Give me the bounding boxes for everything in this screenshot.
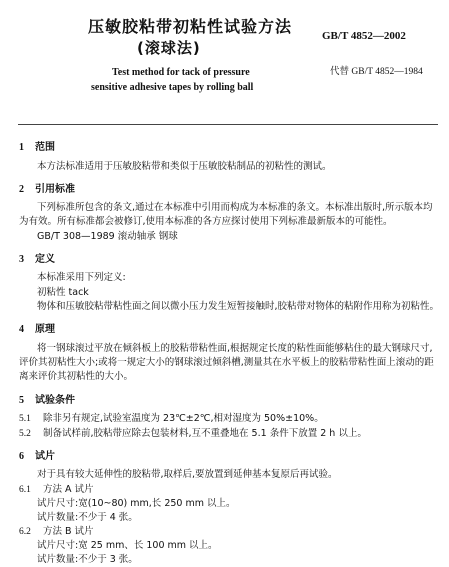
section-number: 6 bbox=[19, 451, 24, 462]
document-subtitle: (滚球法) bbox=[137, 39, 201, 57]
section-heading-scope bbox=[19, 138, 55, 153]
paragraph: 为有效。所有标准都会被修订,使用本标准的各方应探讨使用下列标准最新版本的可能性。 bbox=[19, 216, 393, 227]
paragraph: 对于具有较大延伸性的胶粘带,取样后,要放置到延伸基本复原后再试验。 bbox=[37, 469, 338, 480]
section-number: 1 bbox=[19, 142, 24, 153]
clause-number: 5.1 bbox=[19, 414, 31, 424]
reference-entry: GB/T 308—1989 滚动轴承 钢球 bbox=[37, 231, 178, 242]
paragraph: 下列标准所包含的条文,通过在本标准中引用而构成为本标准的条文。本标准出版时,所示版本均 bbox=[37, 202, 433, 213]
english-title-line1: Test method for tack of pressure bbox=[112, 67, 250, 78]
term: 初粘性 tack bbox=[37, 287, 89, 298]
section-title: 引用标准 bbox=[35, 184, 75, 195]
clause-6-1 bbox=[19, 481, 94, 495]
section-heading-test-conditions bbox=[19, 391, 75, 406]
document-title: 压敏胶粘带初粘性试验方法 bbox=[88, 17, 293, 36]
english-title-line2: sensitive adhesive tapes by rolling ball bbox=[91, 82, 254, 93]
section-number: 2 bbox=[19, 184, 24, 195]
clause-text: 除非另有规定,试验室温度为 23℃±2℃,相对湿度为 50%±10%。 bbox=[43, 413, 324, 424]
clause-number: 6.1 bbox=[19, 485, 31, 495]
clause-5-2 bbox=[19, 425, 367, 439]
paragraph: 本方法标准适用于压敏胶粘带和类似于压敏胶粘制品的初粘性的测试。 bbox=[37, 161, 332, 172]
header-divider bbox=[18, 124, 438, 125]
section-title: 试验条件 bbox=[35, 395, 75, 406]
section-number: 5 bbox=[19, 395, 24, 406]
clause-6-2 bbox=[19, 523, 94, 537]
test-piece-size-a: 试片尺寸:宽(10~80) mm,长 250 mm 以上。 bbox=[37, 498, 236, 509]
section-title: 试片 bbox=[35, 451, 55, 462]
paragraph: 评价其初粘性大小;或将一规定大小的钢球滚过倾斜槽,测量其在水平板上的胶粘带粘性面上滚动的距 bbox=[19, 357, 434, 368]
test-piece-size-b: 试片尺寸:宽 25 mm、长 100 mm 以上。 bbox=[37, 540, 218, 551]
paragraph: 本标准采用下列定义: bbox=[37, 272, 126, 283]
clause-text: 制备试样前,胶粘带应除去包装材料,互不重叠地在 5.1 条件下放置 2 h 以上。 bbox=[43, 428, 367, 439]
paragraph: 离来评价其初粘性的大小。 bbox=[19, 371, 134, 382]
standard-number: GB/T 4852—2002 bbox=[322, 30, 406, 42]
replaces-standard: 代替 GB/T 4852—1984 bbox=[330, 67, 423, 77]
section-number: 3 bbox=[19, 254, 24, 265]
definition: 物体和压敏胶粘带粘性面之间以微小压力发生短暂接触时,胶粘带对物体的粘附作用称为初粘性。 bbox=[37, 301, 440, 312]
section-heading-test-pieces bbox=[19, 447, 55, 462]
clause-number: 6.2 bbox=[19, 527, 31, 537]
paragraph: 将一钢球滚过平放在倾斜板上的胶粘带粘性面,根据规定长度的粘性面能够粘住的最大钢球尺寸, bbox=[37, 343, 433, 354]
clause-title: 方法 B 试片 bbox=[43, 526, 94, 537]
section-heading-definitions bbox=[19, 250, 55, 265]
clause-title: 方法 A 试片 bbox=[43, 484, 94, 495]
section-number: 4 bbox=[19, 324, 24, 335]
section-heading-principle bbox=[19, 320, 55, 335]
test-piece-quantity-a: 试片数量:不少于 4 张。 bbox=[37, 512, 138, 523]
section-heading-normative-references bbox=[19, 180, 75, 195]
section-title: 定义 bbox=[35, 254, 55, 265]
test-piece-quantity-b: 试片数量:不少于 3 张。 bbox=[37, 554, 138, 565]
section-title: 原理 bbox=[35, 324, 55, 335]
clause-5-1 bbox=[19, 410, 324, 424]
section-title: 范围 bbox=[35, 142, 55, 153]
clause-number: 5.2 bbox=[19, 429, 31, 439]
